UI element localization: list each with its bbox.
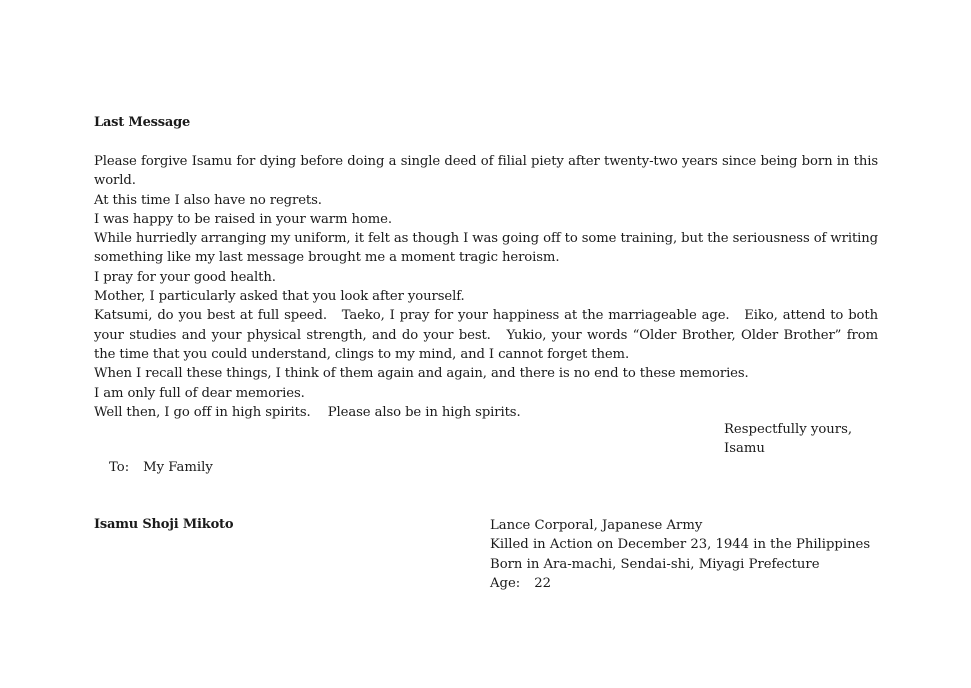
letter-paragraph: Please forgive Isamu for dying before doing a single deed of filial piety after twenty-two years since being born in this world. <box>94 154 878 189</box>
closing-signature: Isamu <box>724 441 765 457</box>
recipient-line <box>109 458 213 477</box>
profile-age-value: 22 <box>534 575 551 591</box>
profile-age-label: Age: <box>490 575 521 591</box>
letter-paragraph: At this time I also have no regrets. <box>94 192 322 208</box>
document-title: Last Message <box>94 115 191 130</box>
letter-paragraph: I was happy to be raised in your warm home. <box>94 211 392 227</box>
recipient-label: To: <box>109 460 130 475</box>
profile-rank: Lance Corporal, Japanese Army <box>490 518 703 533</box>
profile-age <box>490 574 870 593</box>
profile-birthplace: Born in Ara-machi, Sendai-shi, Miyagi Prefecture <box>490 556 820 572</box>
letter-paragraph: Katsumi, do you best at full speed. Taeko, I pray for your happiness at the marriageable age. Eiko, attend to both your studies and your physical strength, and do your best. Yukio, your words “Older Brother, Older Brother” from the time that you could understand, clings to my mind, and I cannot forget them. <box>94 308 878 362</box>
profile-details <box>490 516 870 593</box>
letter-paragraph: I pray for your good health. <box>94 269 276 285</box>
closing-salutation: Respectfully yours, <box>724 422 853 437</box>
recipient-name: My Family <box>143 460 213 475</box>
letter-paragraph: When I recall these things, I think of them again and again, and there is no end to these memories. <box>94 366 749 382</box>
letter-paragraph: While hurriedly arranging my uniform, it felt as though I was going off to some training, but the seriousness of writing something like my last message brought me a moment tragic heroism. <box>94 231 878 266</box>
letter-closing <box>724 420 852 459</box>
profile-name: Isamu Shoji Mikoto <box>94 517 234 532</box>
letter-body <box>94 152 878 422</box>
profile-death: Killed in Action on December 23, 1944 in the Philippines <box>490 537 871 553</box>
letter-paragraph: I am only full of dear memories. <box>94 385 305 401</box>
letter-paragraph: Mother, I particularly asked that you look after yourself. <box>94 289 465 305</box>
letter-paragraph: Well then, I go off in high spirits. Please also be in high spirits. <box>94 404 521 420</box>
